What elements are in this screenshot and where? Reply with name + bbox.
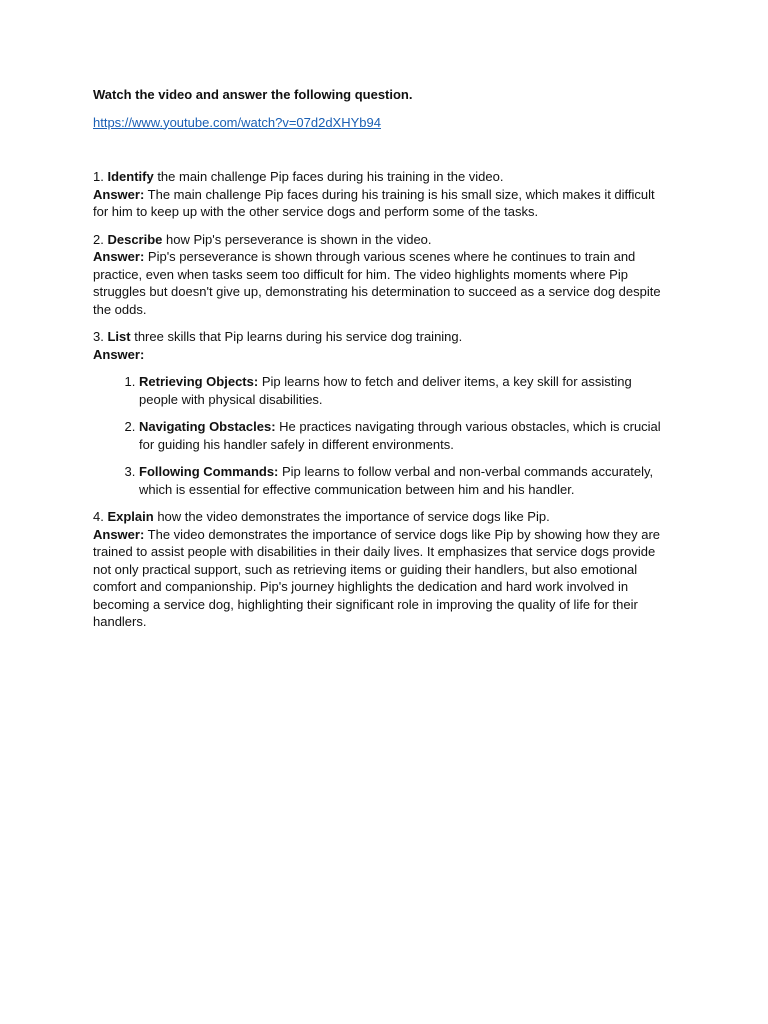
list-item <box>139 463 673 498</box>
skill-2-text: He practices navigating through various obstacles, which is crucial for guiding his handler safely in different environments. <box>139 419 661 452</box>
skill-1-text: Pip learns how to fetch and deliver items, a key skill for assisting people with physical disabilities. <box>139 374 632 407</box>
question-2-text: how Pip's perseverance is shown in the video. <box>162 231 432 247</box>
answer-label: Answer: <box>93 186 145 202</box>
skill-3-title: Following Commands: <box>139 464 279 479</box>
question-1-number: 1. <box>93 169 104 184</box>
skill-1-title: Retrieving Objects: <box>139 374 259 389</box>
answer-label: Answer: <box>93 346 145 362</box>
list-item <box>139 373 673 408</box>
question-2-answer: Pip's perseverance is shown through various scenes where he continues to train and practice, even when tasks seem too difficult for him. The video highlights moments where Pip struggles but doesn't give up, demonstrating his determination to succeed as a service dog despite the odds. <box>93 249 661 317</box>
list-item <box>139 418 673 453</box>
skill-2-title: Navigating Obstacles: <box>139 419 276 434</box>
question-4 <box>93 508 673 631</box>
document-page <box>93 86 673 631</box>
skill-3-text: Pip learns to follow verbal and non-verbal commands accurately, which is essential for effective communication between him and his handler. <box>139 464 654 497</box>
question-1-answer: The main challenge Pip faces during his training is his small size, which makes it difficult for him to keep up with the other service dogs and perform some of the tasks. <box>93 186 655 219</box>
skills-list <box>93 373 673 498</box>
answer-label: Answer: <box>93 526 145 542</box>
video-link[interactable]: https://www.youtube.com/watch?v=07d2dXHYb94 <box>93 114 381 130</box>
question-3-text: three skills that Pip learns during his service dog training. <box>130 329 463 344</box>
question-3-number: 3. <box>93 329 104 344</box>
question-4-verb: Explain <box>107 509 154 524</box>
question-2-number: 2. <box>93 231 104 247</box>
question-2 <box>93 231 673 319</box>
question-1-text: the main challenge Pip faces during his training in the video. <box>153 169 504 184</box>
answer-label: Answer: <box>93 249 145 264</box>
question-3-verb: List <box>107 329 131 344</box>
question-1-verb: Identify <box>107 169 154 184</box>
question-3 <box>93 328 673 363</box>
question-4-text: how the video demonstrates the importance of service dogs like Pip. <box>153 509 550 524</box>
instructions-heading: Watch the video and answer the following question. <box>93 87 413 102</box>
question-1 <box>93 168 673 221</box>
question-4-answer: The video demonstrates the importance of service dogs like Pip by showing how they are trained to assist people with disabilities in their daily lives. It emphasizes that service dogs provide not only practical support, such as retrieving items or guiding their handlers, but also emotional comfort and companionship. Pip's journey highlights the dedication and hard work involved in becoming a service dog, highlighting their significant role in improving the quality of life for their handlers. <box>93 526 660 629</box>
question-4-number: 4. <box>93 509 104 524</box>
question-2-verb: Describe <box>107 231 163 247</box>
